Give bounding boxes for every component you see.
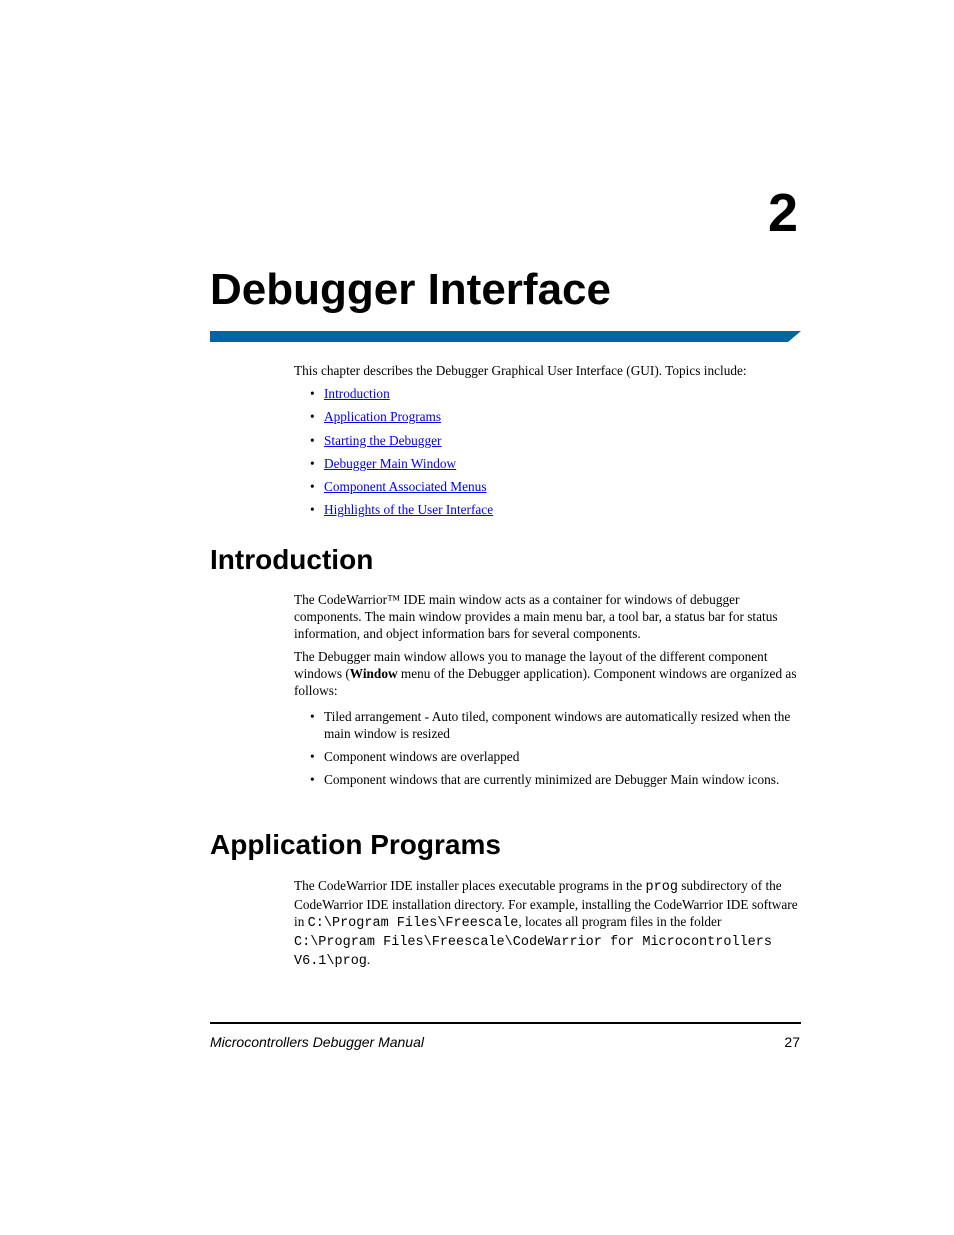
app-text-1: The CodeWarrior IDE installer places executable programs in the xyxy=(294,878,646,893)
section-heading-introduction: Introduction xyxy=(210,544,374,575)
topic-link-highlights-of-the-user-interface[interactable]: Highlights of the User Interface xyxy=(324,502,494,518)
topic-item xyxy=(294,432,802,449)
topic-link-debugger-main-window[interactable]: Debugger Main Window xyxy=(324,455,457,471)
topic-link-application-programs[interactable]: Application Programs xyxy=(324,409,442,425)
topic-item xyxy=(294,501,802,518)
topic-list xyxy=(294,385,802,518)
application-programs-body xyxy=(294,877,802,976)
footer-rule xyxy=(210,1022,801,1024)
title-rule-shape xyxy=(210,331,801,342)
arrangement-item: • Component windows that are currently minimized are Debugger Main window icons. xyxy=(294,771,802,788)
app-text-4: . xyxy=(366,952,371,967)
topic-item xyxy=(294,455,802,472)
topic-link-component-associated-menus[interactable]: Component Associated Menus xyxy=(324,479,487,495)
footer-page-number: 27 xyxy=(784,1034,800,1050)
topic-link-starting-the-debugger[interactable]: Starting the Debugger xyxy=(324,432,442,448)
window-arrangement-list xyxy=(294,708,802,788)
full-prog-path-code: C:\Program Files\Freescale\CodeWarrior for Microcontrollers V6.1\prog xyxy=(294,935,772,969)
title-rule xyxy=(210,331,801,342)
topic-item xyxy=(294,385,802,402)
topic-item xyxy=(294,408,802,425)
introduction-paragraph-1: The CodeWarrior™ IDE main window acts as a container for windows of debugger components. The main window provides a main menu bar, a tool bar, a status bar for status information, and object information bars for several components. xyxy=(294,592,778,641)
intro-text: This chapter describes the Debugger Graphical User Interface (GUI). Topics include: xyxy=(294,363,747,378)
para2-text-end: menu of the Debugger application). Component windows are organized as follows: xyxy=(294,666,797,698)
section-heading-application-programs: Application Programs xyxy=(210,829,501,860)
app-text-2: subdirectory of the CodeWarrior IDE installation directory. For example, installing the CodeWarrior IDE software in xyxy=(294,878,798,929)
arrangement-item: • Component windows are overlapped xyxy=(294,748,802,765)
chapter-intro xyxy=(294,362,802,525)
para2-text-start: The Debugger main window allows you to manage the layout of the different component windows ( xyxy=(294,649,768,681)
topic-item xyxy=(294,478,802,495)
introduction-paragraph-2 xyxy=(294,648,802,699)
chapter-title: Debugger Interface xyxy=(210,265,611,314)
footer-manual-title: Microcontrollers Debugger Manual xyxy=(210,1034,424,1050)
prog-dir-code: prog xyxy=(645,880,678,895)
application-programs-paragraph xyxy=(294,877,802,970)
topic-link-introduction[interactable]: Introduction xyxy=(324,386,390,401)
chapter-number: 2 xyxy=(767,183,798,243)
window-menu-term: Window xyxy=(349,666,398,681)
arrangement-item: • Tiled arrangement - Auto tiled, component windows are automatically resized when the main window is resized xyxy=(294,708,802,742)
freescale-path-code: C:\Program Files\Freescale xyxy=(307,916,519,931)
introduction-body xyxy=(294,591,802,794)
app-text-3: , locates all program files in the folder xyxy=(518,914,722,929)
